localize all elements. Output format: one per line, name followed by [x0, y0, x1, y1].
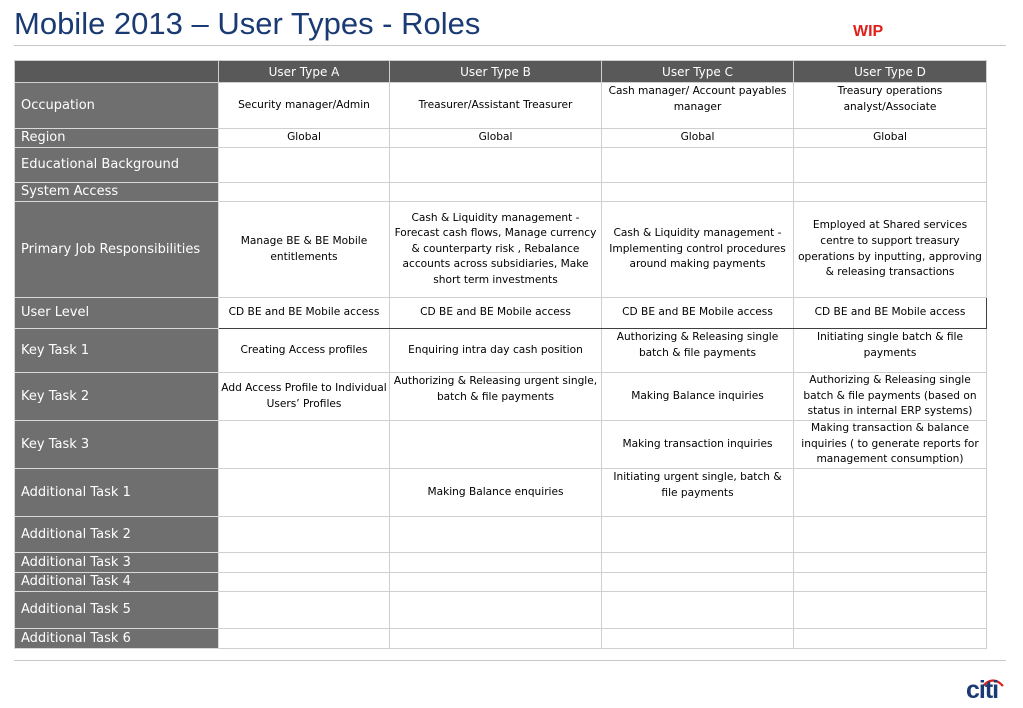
header-corner-cell — [15, 61, 219, 83]
table-cell: Creating Access profiles — [219, 329, 390, 373]
table-cell: Initiating single batch & file payments — [794, 329, 987, 373]
table-cell: Making Balance inquiries — [602, 373, 794, 421]
table-row — [15, 469, 987, 517]
row-label: Region — [15, 129, 219, 148]
table-cell — [602, 592, 794, 629]
table-cell: Global — [794, 129, 987, 148]
column-header: User Type D — [794, 61, 987, 83]
table-cell: CD BE and BE Mobile access — [219, 298, 390, 329]
table-cell: Global — [602, 129, 794, 148]
row-label: Additional Task 1 — [15, 469, 219, 517]
table-cell: Security manager/Admin — [219, 83, 390, 129]
row-label: Occupation — [15, 83, 219, 129]
table-cell — [219, 592, 390, 629]
row-label: Primary Job Responsibilities — [15, 202, 219, 298]
table-cell — [794, 148, 987, 183]
table-cell — [219, 629, 390, 649]
slide-title: Mobile 2013 – User Types - Roles — [14, 6, 481, 41]
table-cell: Making transaction & balance inquiries ( to generate reports for management consumption) — [794, 421, 987, 469]
table-row — [15, 298, 987, 329]
table-row — [15, 202, 987, 298]
row-label: Additional Task 5 — [15, 592, 219, 629]
table-cell — [794, 183, 987, 202]
row-label: Additional Task 4 — [15, 573, 219, 592]
table-row — [15, 83, 987, 129]
table-cell: CD BE and BE Mobile access — [794, 298, 987, 329]
table-cell — [390, 629, 602, 649]
table-cell — [794, 469, 987, 517]
table-cell — [390, 421, 602, 469]
row-label: Additional Task 2 — [15, 517, 219, 553]
column-header: User Type C — [602, 61, 794, 83]
table-cell: Making Balance enquiries — [390, 469, 602, 517]
table-cell — [219, 553, 390, 573]
row-label: Educational Background — [15, 148, 219, 183]
table-cell: Global — [390, 129, 602, 148]
table-cell — [390, 517, 602, 553]
table-cell — [602, 148, 794, 183]
table-cell — [390, 553, 602, 573]
table-cell — [219, 183, 390, 202]
table-row — [15, 129, 987, 148]
table-cell — [794, 592, 987, 629]
column-header: User Type A — [219, 61, 390, 83]
row-label: Key Task 3 — [15, 421, 219, 469]
table-cell — [219, 148, 390, 183]
row-label: Key Task 2 — [15, 373, 219, 421]
table-cell — [794, 573, 987, 592]
table-cell — [602, 573, 794, 592]
table-header-row — [15, 61, 987, 83]
table-cell: Authorizing & Releasing single batch & file payments — [602, 329, 794, 373]
table-row — [15, 329, 987, 373]
table-cell: Add Access Profile to Individual Users’ Profiles — [219, 373, 390, 421]
wip-badge: WIP — [853, 23, 884, 40]
table-row — [15, 629, 987, 649]
table-row — [15, 183, 987, 202]
table-cell: Treasury operations analyst/Associate — [794, 83, 987, 129]
title-divider — [14, 45, 1006, 46]
footer-divider — [14, 660, 1006, 661]
table-cell — [219, 421, 390, 469]
row-label: Additional Task 6 — [15, 629, 219, 649]
table-row — [15, 148, 987, 183]
row-label: System Access — [15, 183, 219, 202]
table-cell: Treasurer/Assistant Treasurer — [390, 83, 602, 129]
table-cell — [794, 517, 987, 553]
table-row — [15, 421, 987, 469]
table-cell — [219, 469, 390, 517]
column-header: User Type B — [390, 61, 602, 83]
table-cell: CD BE and BE Mobile access — [390, 298, 602, 329]
table-cell: Global — [219, 129, 390, 148]
table-cell: Initiating urgent single, batch & file payments — [602, 469, 794, 517]
table-cell — [390, 148, 602, 183]
table-cell — [219, 573, 390, 592]
row-label: User Level — [15, 298, 219, 329]
table-cell: Making transaction inquiries — [602, 421, 794, 469]
table-row — [15, 573, 987, 592]
table-cell: Manage BE & BE Mobile entitlements — [219, 202, 390, 298]
table-row — [15, 373, 987, 421]
table-cell: Authorizing & Releasing single batch & file payments (based on status in internal ERP systems) — [794, 373, 987, 421]
table-cell — [602, 629, 794, 649]
table-cell — [390, 592, 602, 629]
row-label: Key Task 1 — [15, 329, 219, 373]
table-cell — [602, 517, 794, 553]
table-cell: CD BE and BE Mobile access — [602, 298, 794, 329]
table-cell — [794, 553, 987, 573]
table-cell — [602, 183, 794, 202]
table-cell: Employed at Shared services centre to support treasury operations by inputting, approving & releasing transactions — [794, 202, 987, 298]
table-cell — [390, 183, 602, 202]
table-row — [15, 592, 987, 629]
table-cell — [219, 517, 390, 553]
row-label: Additional Task 3 — [15, 553, 219, 573]
user-roles-table — [14, 60, 987, 649]
table-cell: Authorizing & Releasing urgent single, batch & file payments — [390, 373, 602, 421]
table-row — [15, 517, 987, 553]
table-cell: Cash manager/ Account payables manager — [602, 83, 794, 129]
table-cell: Cash & Liquidity management - Forecast cash flows, Manage currency & counterparty risk , Rebalance accounts across subsidiaries, Make short term investments — [390, 202, 602, 298]
table-cell — [602, 553, 794, 573]
table-cell: Enquiring intra day cash position — [390, 329, 602, 373]
table-cell: Cash & Liquidity management - Implementing control procedures around making payments — [602, 202, 794, 298]
table-cell — [794, 629, 987, 649]
table-row — [15, 553, 987, 573]
citi-logo: citi — [966, 676, 999, 704]
table-cell — [390, 573, 602, 592]
